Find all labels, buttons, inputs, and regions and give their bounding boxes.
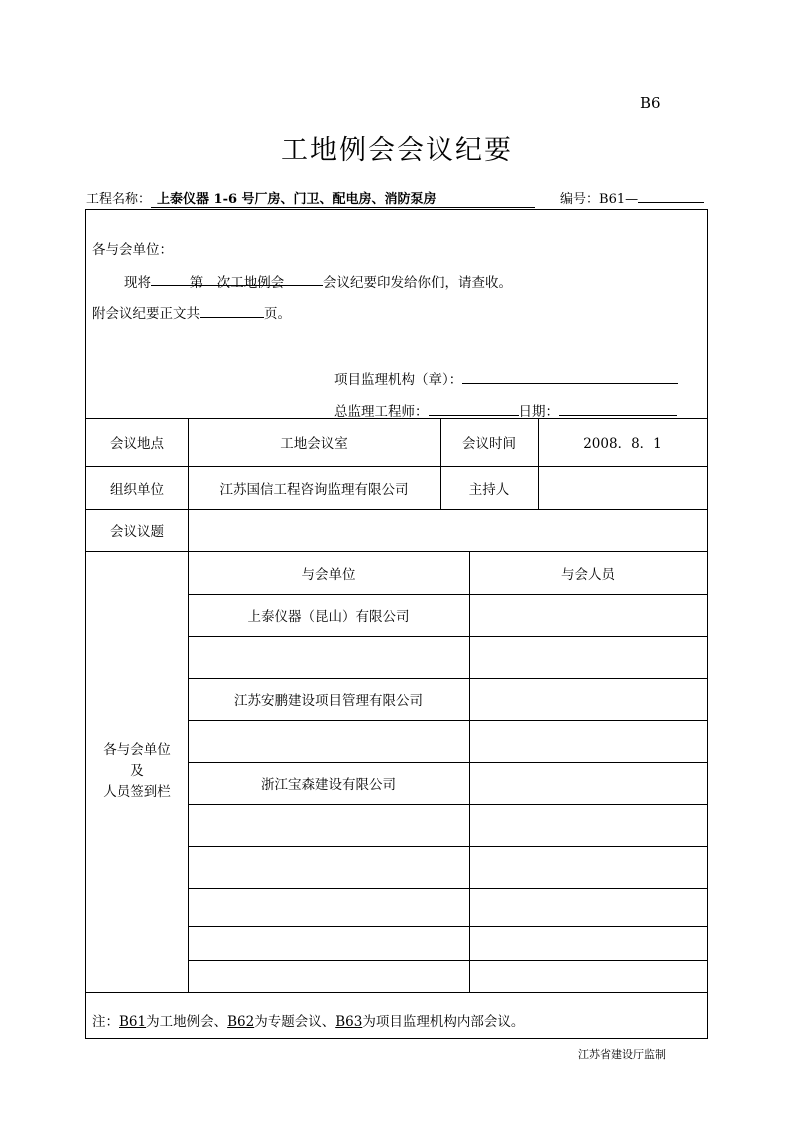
time-value: 2008．8．1 bbox=[583, 436, 662, 452]
attendee-unit-cell: 江苏安鹏建设项目管理有限公司 bbox=[234, 693, 423, 709]
attendance-label-line1: 各与会单位 bbox=[103, 742, 171, 758]
supervision-org-line bbox=[334, 368, 678, 388]
attendee-unit-cell bbox=[188, 960, 469, 992]
page-title: 工地例会会议纪要 bbox=[281, 135, 513, 166]
serial-blank bbox=[638, 202, 704, 203]
serial-value: B61— bbox=[599, 192, 639, 207]
location-value: 工地会议室 bbox=[280, 436, 348, 452]
page-count-blank bbox=[200, 303, 264, 318]
note-text-3: 为项目监理机构内部会议。 bbox=[362, 1014, 525, 1030]
attendee-unit-cell bbox=[188, 888, 469, 926]
column-header-person: 与会人员 bbox=[561, 566, 615, 583]
form-code: B6 bbox=[640, 94, 661, 112]
rule bbox=[86, 992, 707, 993]
project-name-label: 工程名称： bbox=[86, 192, 152, 207]
supervision-org-label: 项目监理机构（章）： bbox=[334, 372, 463, 388]
attachment-prefix: 附会议纪要正文共 bbox=[92, 306, 200, 322]
organizer-value: 江苏国信工程咨询监理有限公司 bbox=[219, 481, 409, 498]
minutes-form-table bbox=[85, 209, 708, 1039]
attendee-person-cell bbox=[469, 926, 707, 960]
project-name-row bbox=[86, 188, 535, 208]
attendee-person-cell bbox=[469, 636, 707, 678]
attachment-suffix: 页。 bbox=[264, 306, 291, 322]
attendance-section-label bbox=[86, 551, 188, 992]
time-label: 会议时间 bbox=[462, 436, 516, 452]
note-code-b61: B61 bbox=[119, 1014, 147, 1030]
attendee-person-cell bbox=[469, 888, 707, 926]
attendee-person-cell bbox=[469, 594, 707, 636]
attendee-unit-cell bbox=[188, 846, 469, 888]
issuer-footer: 江苏省建设厅监制 bbox=[578, 1048, 666, 1061]
attendee-person-cell bbox=[469, 960, 707, 992]
attendee-unit-cell: 浙江宝森建设有限公司 bbox=[261, 777, 396, 793]
topic-value bbox=[188, 509, 707, 551]
serial-number-row bbox=[560, 188, 704, 207]
distribution-prefix: 现将 bbox=[124, 275, 151, 291]
note-code-b62: B62 bbox=[227, 1014, 255, 1030]
date-blank bbox=[559, 401, 677, 416]
attendee-unit-cell bbox=[188, 636, 469, 678]
distribution-line bbox=[124, 271, 512, 291]
organizer-label: 组织单位 bbox=[110, 481, 164, 498]
topic-label: 会议议题 bbox=[110, 524, 164, 540]
chief-engineer-line bbox=[334, 400, 677, 420]
serial-label: 编号： bbox=[560, 192, 600, 207]
attendee-unit-cell bbox=[188, 926, 469, 960]
note-text-2: 为专题会议、 bbox=[254, 1014, 336, 1030]
note-code-b63: B63 bbox=[335, 1014, 363, 1030]
host-label: 主持人 bbox=[468, 481, 510, 498]
date-label: 日期： bbox=[518, 404, 559, 420]
location-label: 会议地点 bbox=[110, 436, 164, 452]
note-text-1: 为工地例会、 bbox=[146, 1014, 228, 1030]
attendee-unit-cell bbox=[188, 720, 469, 762]
chief-engineer-blank bbox=[429, 401, 519, 416]
attachment-line bbox=[92, 302, 291, 322]
meeting-number-fill: 第 次工地例会 bbox=[151, 271, 323, 286]
attendee-person-cell bbox=[469, 678, 707, 720]
supervision-org-blank bbox=[462, 369, 678, 384]
column-header-unit: 与会单位 bbox=[301, 566, 356, 583]
host-value bbox=[538, 466, 707, 509]
attendee-person-cell bbox=[469, 846, 707, 888]
attendee-person-cell bbox=[469, 804, 707, 846]
attendee-unit-cell bbox=[188, 804, 469, 846]
note-prefix: 注： bbox=[92, 1014, 119, 1030]
attendee-unit-cell: 上泰仪器（昆山）有限公司 bbox=[247, 609, 410, 625]
project-name-value: 上泰仪器 1-6 号厂房、门卫、配电房、消防泵房 bbox=[151, 188, 535, 208]
recipients-label: 各与会单位： bbox=[92, 242, 173, 258]
attendance-label-line2: 及 bbox=[130, 763, 144, 779]
attendee-person-cell bbox=[469, 762, 707, 804]
note-line bbox=[92, 1010, 524, 1030]
distribution-suffix: 会议纪要印发给你们，请查收。 bbox=[323, 275, 512, 291]
attendee-person-cell bbox=[469, 720, 707, 762]
chief-engineer-label: 总监理工程师： bbox=[334, 404, 429, 420]
attendance-label-line3: 人员签到栏 bbox=[103, 784, 171, 800]
